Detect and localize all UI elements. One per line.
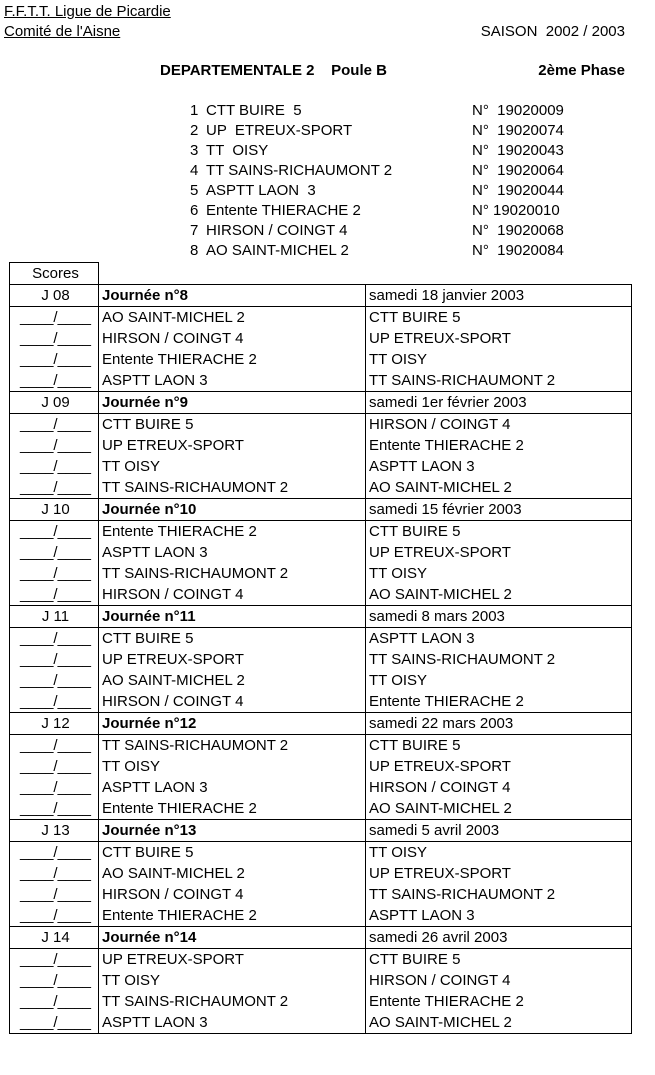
score-field[interactable]: ____/____ bbox=[10, 949, 99, 971]
home-team: UP ETREUX-SPORT bbox=[99, 949, 366, 971]
match-row bbox=[10, 798, 632, 820]
round-date: samedi 8 mars 2003 bbox=[366, 606, 632, 628]
division-title: DEPARTEMENTALE 2 Poule B bbox=[160, 62, 387, 79]
team-number: 2 bbox=[190, 122, 199, 139]
schedule-table bbox=[9, 262, 632, 1034]
match-row bbox=[10, 328, 632, 349]
team-number: 3 bbox=[190, 142, 199, 159]
home-team: ASPTT LAON 3 bbox=[99, 1012, 366, 1034]
match-row bbox=[10, 970, 632, 991]
match-row bbox=[10, 670, 632, 691]
match-row bbox=[10, 628, 632, 650]
score-field[interactable]: ____/____ bbox=[10, 414, 99, 436]
home-team: AO SAINT-MICHEL 2 bbox=[99, 863, 366, 884]
away-team: UP ETREUX-SPORT bbox=[366, 542, 632, 563]
away-team: CTT BUIRE 5 bbox=[366, 949, 632, 971]
round-header-row bbox=[10, 606, 632, 628]
home-team: TT SAINS-RICHAUMONT 2 bbox=[99, 563, 366, 584]
away-team: TT OISY bbox=[366, 563, 632, 584]
score-field[interactable]: ____/____ bbox=[10, 670, 99, 691]
home-team: Entente THIERACHE 2 bbox=[99, 905, 366, 927]
away-team: TT SAINS-RICHAUMONT 2 bbox=[366, 370, 632, 392]
team-registration-number: N° 19020044 bbox=[472, 182, 564, 199]
away-team: AO SAINT-MICHEL 2 bbox=[366, 798, 632, 820]
round-title: Journée n°10 bbox=[99, 499, 366, 521]
team-registration-number: N° 19020010 bbox=[472, 202, 560, 219]
home-team: AO SAINT-MICHEL 2 bbox=[99, 307, 366, 329]
team-list-item bbox=[190, 242, 610, 262]
team-registration-number: N° 19020068 bbox=[472, 222, 564, 239]
score-field[interactable]: ____/____ bbox=[10, 563, 99, 584]
match-row bbox=[10, 884, 632, 905]
phase-label: 2ème Phase bbox=[538, 62, 625, 79]
home-team: TT OISY bbox=[99, 970, 366, 991]
home-team: Entente THIERACHE 2 bbox=[99, 798, 366, 820]
round-title: Journée n°9 bbox=[99, 392, 366, 414]
score-field[interactable]: ____/____ bbox=[10, 370, 99, 392]
away-team: CTT BUIRE 5 bbox=[366, 307, 632, 329]
round-code: J 10 bbox=[10, 499, 99, 521]
team-list bbox=[190, 102, 610, 262]
home-team: TT SAINS-RICHAUMONT 2 bbox=[99, 991, 366, 1012]
score-field[interactable]: ____/____ bbox=[10, 349, 99, 370]
score-field[interactable]: ____/____ bbox=[10, 1012, 99, 1034]
match-row bbox=[10, 307, 632, 329]
away-team: UP ETREUX-SPORT bbox=[366, 756, 632, 777]
team-list-item bbox=[190, 142, 610, 162]
away-team: TT OISY bbox=[366, 349, 632, 370]
score-field[interactable]: ____/____ bbox=[10, 798, 99, 820]
score-field[interactable]: ____/____ bbox=[10, 584, 99, 606]
score-field[interactable]: ____/____ bbox=[10, 649, 99, 670]
away-team: UP ETREUX-SPORT bbox=[366, 328, 632, 349]
score-field[interactable]: ____/____ bbox=[10, 628, 99, 650]
match-row bbox=[10, 370, 632, 392]
team-name: ASPTT LAON 3 bbox=[206, 182, 316, 199]
round-date: samedi 22 mars 2003 bbox=[366, 713, 632, 735]
team-registration-number: N° 19020084 bbox=[472, 242, 564, 259]
away-team: CTT BUIRE 5 bbox=[366, 735, 632, 757]
home-team: ASPTT LAON 3 bbox=[99, 542, 366, 563]
match-row bbox=[10, 521, 632, 543]
score-field[interactable]: ____/____ bbox=[10, 477, 99, 499]
home-team: TT SAINS-RICHAUMONT 2 bbox=[99, 735, 366, 757]
score-field[interactable]: ____/____ bbox=[10, 456, 99, 477]
match-row bbox=[10, 777, 632, 798]
team-name: CTT BUIRE 5 bbox=[206, 102, 302, 119]
away-team: TT SAINS-RICHAUMONT 2 bbox=[366, 649, 632, 670]
score-field[interactable]: ____/____ bbox=[10, 691, 99, 713]
home-team: HIRSON / COINGT 4 bbox=[99, 584, 366, 606]
home-team: CTT BUIRE 5 bbox=[99, 628, 366, 650]
team-list-item bbox=[190, 102, 610, 122]
team-name: TT OISY bbox=[206, 142, 269, 159]
score-field[interactable]: ____/____ bbox=[10, 884, 99, 905]
round-header-row bbox=[10, 392, 632, 414]
home-team: CTT BUIRE 5 bbox=[99, 842, 366, 864]
round-title: Journée n°8 bbox=[99, 285, 366, 307]
away-team: Entente THIERACHE 2 bbox=[366, 691, 632, 713]
home-team: Entente THIERACHE 2 bbox=[99, 349, 366, 370]
round-header-row bbox=[10, 499, 632, 521]
round-code: J 08 bbox=[10, 285, 99, 307]
match-row bbox=[10, 414, 632, 436]
away-team: CTT BUIRE 5 bbox=[366, 521, 632, 543]
match-row bbox=[10, 991, 632, 1012]
away-team: AO SAINT-MICHEL 2 bbox=[366, 1012, 632, 1034]
away-team: ASPTT LAON 3 bbox=[366, 905, 632, 927]
home-team: TT OISY bbox=[99, 756, 366, 777]
away-team: Entente THIERACHE 2 bbox=[366, 435, 632, 456]
round-title: Journée n°13 bbox=[99, 820, 366, 842]
team-name: UP ETREUX-SPORT bbox=[206, 122, 353, 139]
home-team: TT SAINS-RICHAUMONT 2 bbox=[99, 477, 366, 499]
round-code: J 12 bbox=[10, 713, 99, 735]
match-row bbox=[10, 691, 632, 713]
scores-header: Scores bbox=[10, 263, 99, 285]
season-label: SAISON 2002 / 2003 bbox=[480, 23, 625, 40]
away-team: HIRSON / COINGT 4 bbox=[366, 777, 632, 798]
round-code: J 11 bbox=[10, 606, 99, 628]
match-row bbox=[10, 477, 632, 499]
team-number: 7 bbox=[190, 222, 199, 239]
away-team: Entente THIERACHE 2 bbox=[366, 991, 632, 1012]
round-code: J 09 bbox=[10, 392, 99, 414]
match-row bbox=[10, 649, 632, 670]
team-name: HIRSON / COINGT 4 bbox=[206, 222, 348, 239]
round-code: J 13 bbox=[10, 820, 99, 842]
match-row bbox=[10, 435, 632, 456]
team-number: 5 bbox=[190, 182, 199, 199]
round-date: samedi 26 avril 2003 bbox=[366, 927, 632, 949]
away-team: HIRSON / COINGT 4 bbox=[366, 414, 632, 436]
team-registration-number: N° 19020074 bbox=[472, 122, 564, 139]
home-team: HIRSON / COINGT 4 bbox=[99, 328, 366, 349]
team-number: 8 bbox=[190, 242, 199, 259]
away-team: ASPTT LAON 3 bbox=[366, 456, 632, 477]
score-field[interactable]: ____/____ bbox=[10, 756, 99, 777]
team-registration-number: N° 19020064 bbox=[472, 162, 564, 179]
team-number: 6 bbox=[190, 202, 199, 219]
team-list-item bbox=[190, 122, 610, 142]
away-team: TT OISY bbox=[366, 670, 632, 691]
match-row bbox=[10, 863, 632, 884]
team-name: AO SAINT-MICHEL 2 bbox=[206, 242, 349, 259]
score-field[interactable]: ____/____ bbox=[10, 905, 99, 927]
match-row bbox=[10, 756, 632, 777]
team-name: Entente THIERACHE 2 bbox=[206, 202, 361, 219]
score-field[interactable]: ____/____ bbox=[10, 970, 99, 991]
score-field[interactable]: ____/____ bbox=[10, 542, 99, 563]
blank-cell bbox=[99, 263, 366, 285]
home-team: ASPTT LAON 3 bbox=[99, 777, 366, 798]
round-code: J 14 bbox=[10, 927, 99, 949]
team-list-item bbox=[190, 222, 610, 242]
home-team: HIRSON / COINGT 4 bbox=[99, 691, 366, 713]
home-team: TT OISY bbox=[99, 456, 366, 477]
score-field[interactable]: ____/____ bbox=[10, 307, 99, 329]
team-name: TT SAINS-RICHAUMONT 2 bbox=[206, 162, 393, 179]
score-field[interactable]: ____/____ bbox=[10, 328, 99, 349]
round-header-row bbox=[10, 820, 632, 842]
team-list-item bbox=[190, 162, 610, 182]
away-team: AO SAINT-MICHEL 2 bbox=[366, 584, 632, 606]
home-team: UP ETREUX-SPORT bbox=[99, 649, 366, 670]
org-name: F.F.T.T. Ligue de Picardie bbox=[4, 3, 171, 20]
round-header-row bbox=[10, 927, 632, 949]
team-registration-number: N° 19020009 bbox=[472, 102, 564, 119]
home-team: ASPTT LAON 3 bbox=[99, 370, 366, 392]
away-team: AO SAINT-MICHEL 2 bbox=[366, 477, 632, 499]
score-field[interactable]: ____/____ bbox=[10, 735, 99, 757]
away-team: HIRSON / COINGT 4 bbox=[366, 970, 632, 991]
match-row bbox=[10, 563, 632, 584]
committee-name: Comité de l'Aisne bbox=[4, 23, 121, 40]
team-registration-number: N° 19020043 bbox=[472, 142, 564, 159]
round-title: Journée n°14 bbox=[99, 927, 366, 949]
team-list-item bbox=[190, 202, 610, 222]
round-date: samedi 18 janvier 2003 bbox=[366, 285, 632, 307]
round-date: samedi 15 février 2003 bbox=[366, 499, 632, 521]
team-list-item bbox=[190, 182, 610, 202]
round-date: samedi 1er février 2003 bbox=[366, 392, 632, 414]
match-row bbox=[10, 949, 632, 971]
home-team: UP ETREUX-SPORT bbox=[99, 435, 366, 456]
score-field[interactable]: ____/____ bbox=[10, 521, 99, 543]
round-title: Journée n°11 bbox=[99, 606, 366, 628]
round-header-row bbox=[10, 713, 632, 735]
team-number: 4 bbox=[190, 162, 199, 179]
score-field[interactable]: ____/____ bbox=[10, 842, 99, 864]
round-date: samedi 5 avril 2003 bbox=[366, 820, 632, 842]
away-team: UP ETREUX-SPORT bbox=[366, 863, 632, 884]
match-row bbox=[10, 584, 632, 606]
team-number: 1 bbox=[190, 102, 199, 119]
match-row bbox=[10, 735, 632, 757]
match-row bbox=[10, 842, 632, 864]
score-field[interactable]: ____/____ bbox=[10, 991, 99, 1012]
home-team: Entente THIERACHE 2 bbox=[99, 521, 366, 543]
away-team: TT OISY bbox=[366, 842, 632, 864]
match-row bbox=[10, 456, 632, 477]
match-row bbox=[10, 349, 632, 370]
score-field[interactable]: ____/____ bbox=[10, 435, 99, 456]
scores-header-row bbox=[10, 263, 632, 285]
score-field[interactable]: ____/____ bbox=[10, 863, 99, 884]
match-row bbox=[10, 542, 632, 563]
away-team: ASPTT LAON 3 bbox=[366, 628, 632, 650]
match-row bbox=[10, 1012, 632, 1034]
home-team: CTT BUIRE 5 bbox=[99, 414, 366, 436]
blank-cell bbox=[366, 263, 632, 285]
round-header-row bbox=[10, 285, 632, 307]
home-team: HIRSON / COINGT 4 bbox=[99, 884, 366, 905]
away-team: TT SAINS-RICHAUMONT 2 bbox=[366, 884, 632, 905]
round-title: Journée n°12 bbox=[99, 713, 366, 735]
home-team: AO SAINT-MICHEL 2 bbox=[99, 670, 366, 691]
score-field[interactable]: ____/____ bbox=[10, 777, 99, 798]
match-row bbox=[10, 905, 632, 927]
